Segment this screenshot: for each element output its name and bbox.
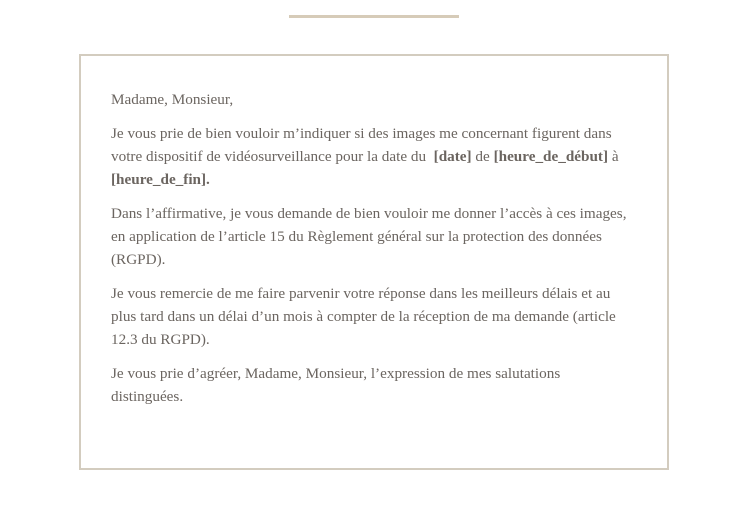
letter-body: [111, 88, 631, 419]
paragraph-request: [111, 122, 631, 191]
start-time-placeholder: [heure_de_début]: [493, 148, 609, 165]
paragraph-deadline: Je vous remercie de me faire parvenir votre réponse dans les meilleurs délais et au plus tard dans un délai d’un mois à compter de la réception de ma demande (article 12.3 du RGPD).: [111, 285, 616, 348]
paragraph-request-text-b: de: [471, 148, 494, 165]
top-divider: [289, 15, 459, 18]
closing-formula: Je vous prie d’agréer, Madame, Monsieur, l’expression de mes salutations distinguées.: [111, 365, 561, 405]
date-placeholder: [date]: [433, 148, 472, 165]
paragraph-access: Dans l’affirmative, je vous demande de bien vouloir me donner l’accès à ces images, en application de l’article 15 du Règlement général sur la protection des données (RGPD).: [111, 205, 627, 268]
paragraph-request-text-c: à: [608, 148, 619, 165]
salutation: Madame, Monsieur,: [111, 91, 234, 108]
paragraph-request-text-a: Je vous prie de bien vouloir m’indiquer si des images me concernant figurent dans votre dispositif de vidéosurveillance pour la date du: [111, 125, 612, 165]
end-time-placeholder: [heure_de_fin].: [111, 171, 210, 188]
letter-template-box: [79, 54, 669, 470]
